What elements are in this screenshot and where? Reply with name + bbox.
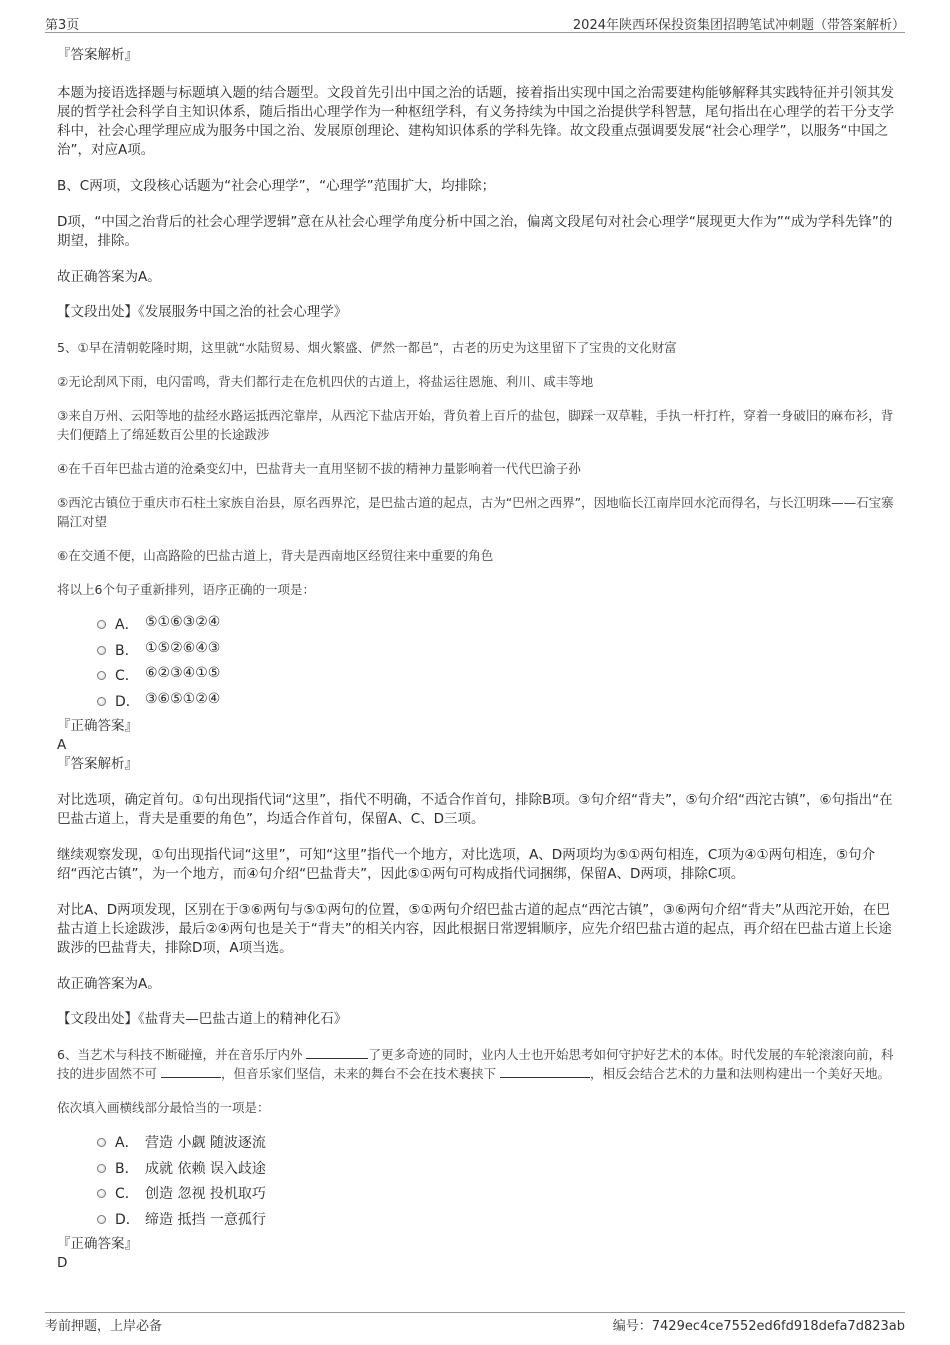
option-label: B．	[115, 642, 139, 659]
q5-conclusion: 故正确答案为A。	[57, 976, 161, 992]
q5-sentence-1: 5、①早在清朝乾隆时期，这里就“水陆贸易、烟火繁盛、俨然一都邑”，古老的历史为这里留下了宝贵的文化财富	[57, 340, 677, 355]
option-text: 成就 依赖 误入歧途	[145, 1160, 266, 1177]
q6-answer-label: 『正确答案』	[57, 1236, 138, 1252]
q5-option-b[interactable]	[57, 640, 897, 666]
q6-stem-part-1: 6、当艺术与科技不断碰撞，并在音乐厅内外	[57, 1047, 307, 1062]
q4-analysis-p3: D项，“中国之治背后的社会心理学逻辑”意在从社会心理学角度分析中国之治，偏离文段尾句对社会心理学“展现更大作为”“成为学科先锋”的期望，排除。	[57, 214, 893, 249]
q5-sentence-2: ②无论刮风下雨，电闪雷鸣，背夫们都行走在危机四伏的古道上，将盐运往恩施、利川、咸丰等地	[57, 374, 594, 389]
q5-analysis-p3: 对比A、D两项发现，区别在于③⑥两句与⑤①两句的位置，⑤①两句介绍巴盐古道的起点“西沱古镇”，③⑥两句介绍“背夫”从西沱开始，在巴盐古道上长途跋涉，最后②④两句也是关于“背夫”的相关内容，因此根据日常逻辑顺序，应先介绍巴盐古道的起点，再介绍在巴盐古道上长途跋涉的巴盐背夫，排除D项，A项当选。	[57, 902, 892, 956]
q5-option-a[interactable]	[57, 614, 897, 640]
radio-icon[interactable]	[97, 1164, 106, 1173]
q5-answer-label: 『正确答案』	[57, 718, 138, 734]
option-label: A．	[115, 1135, 139, 1151]
q5-source: 【文段出处】《盐背夫—巴盐古道上的精神化石》	[57, 1011, 348, 1027]
q5-analysis-label: 『答案解析』	[57, 756, 138, 772]
option-text: ①⑤②⑥④③	[145, 639, 221, 656]
radio-icon[interactable]	[97, 697, 106, 706]
q5-options	[57, 614, 897, 716]
q6-option-d[interactable]	[57, 1209, 897, 1235]
page-header	[45, 14, 905, 33]
radio-icon[interactable]	[97, 671, 106, 680]
page-number: 第3页	[45, 18, 80, 33]
radio-icon[interactable]	[97, 1215, 106, 1224]
answer-blank-2	[161, 1064, 221, 1078]
option-label: D．	[115, 693, 140, 710]
q6-option-b[interactable]	[57, 1158, 897, 1184]
q5-sentence-5: ⑤西沱古镇位于重庆市石柱土家族自治县，原名西界沱，是巴盐古道的起点，古为“巴州之西界”，因地临长江南岸回水沱而得名，与长江明珠——石宝寨隔江对望	[57, 495, 894, 529]
document-title: 2024年陕西环保投资集团招聘笔试冲刺题（带答案解析）	[572, 18, 905, 33]
option-text: ⑤①⑥③②④	[145, 614, 221, 630]
q6-prompt: 依次填入画横线部分最恰当的一项是：	[57, 1100, 270, 1115]
document-body	[57, 42, 897, 1273]
q4-analysis-label: 『答案解析』	[57, 47, 138, 63]
option-text: ③⑥⑤①②④	[145, 690, 221, 707]
radio-icon[interactable]	[97, 1138, 106, 1147]
answer-blank-1	[306, 1045, 368, 1059]
footer-slogan: 考前押题，上岸必备	[45, 1319, 163, 1334]
q5-option-c[interactable]	[57, 665, 897, 691]
option-label: A．	[115, 617, 139, 633]
q4-conclusion: 故正确答案为A。	[57, 269, 161, 285]
q4-analysis-p1: 本题为接语选择题与标题填入题的结合题型。文段首先引出中国之治的话题，接着指出实现中国之治需要建构能够解释其实践特征并引领其发展的哲学社会科学自主知识体系，随后指出心理学作为一种枢纽学科，有义务持续为中国之治提供学科智慧，尾句指出在心理学的若干分支学科中，社会心理学理应成为服务中国之治、发展原创理论、建构知识体系的学科先锋。故文段重点强调要发展“社会心理学”，以服务“中国之治”，对应A项。	[57, 85, 894, 158]
q4-analysis-p2: B、C两项，文段核心话题为“社会心理学”，“心理学”范围扩大，均排除；	[57, 178, 496, 194]
q5-option-d[interactable]	[57, 691, 897, 717]
q5-sentence-3: ③来自万州、云阳等地的盐经水路运抵西沱靠岸，从西沱下盐店开始，背负着上百斤的盐包，脚踩一双草鞋，手执一杆打杵，穿着一身破旧的麻布衫，背夫们便踏上了绵延数百公里的长途跋涉	[57, 408, 894, 442]
option-text: 营造 小觑 随波逐流	[145, 1135, 266, 1151]
q5-analysis-p1: 对比选项，确定首句。①句出现指代词“这里”，指代不明确，不适合作首句，排除B项。③句介绍“背夫”，⑤句介绍“西沱古镇”，⑥句指出“在巴盐古道上，背夫是重要的角色”，均适合作首句，保留A、C、D三项。	[57, 792, 893, 827]
q6-stem	[57, 1045, 897, 1083]
page-footer	[45, 1312, 905, 1335]
q5-sentence-6: ⑥在交通不便，山高路险的巴盐古道上，背夫是西南地区经贸往来中重要的角色	[57, 548, 494, 563]
q6-option-a[interactable]	[57, 1132, 897, 1158]
option-text: 缔造 抵挡 一意孤行	[145, 1211, 266, 1228]
q6-stem-part-2: 了更多奇迹的同时，业内人士也开始思考如何守护好艺术的本体。时代发展的车轮滚滚向前，科技的进步固然不可	[57, 1047, 894, 1081]
q6-option-c[interactable]	[57, 1183, 897, 1209]
option-text: 创造 忽视 投机取巧	[145, 1186, 266, 1202]
q4-source: 【文段出处】《发展服务中国之治的社会心理学》	[57, 304, 348, 320]
footer-serial: 编号：7429ec4ce7552ed6fd918defa7d823ab	[612, 1319, 905, 1334]
radio-icon[interactable]	[97, 1189, 106, 1198]
q6-options	[57, 1132, 897, 1234]
option-label: C．	[115, 668, 139, 684]
q5-sentence-4: ④在千百年巴盐古道的沧桑变幻中，巴盐背夫一直用坚韧不拔的精神力量影响着一代代巴渝子孙	[57, 461, 581, 476]
option-label: C．	[115, 1186, 139, 1202]
q5-prompt: 将以上6个句子重新排列，语序正确的一项是：	[57, 582, 315, 597]
q5-analysis-p2: 继续观察发现，①句出现指代词“这里”，可知“这里”指代一个地方，对比选项，A、D两项均为⑤①两句相连，C项为④①两句相连，⑤句介绍“西沱古镇”，为一个地方，而④句介绍“巴盐背夫”，因此⑤①两句可构成指代词捆绑，保留A、D两项，排除C项。	[57, 847, 876, 882]
radio-icon[interactable]	[97, 646, 106, 655]
q5-answer: A	[57, 737, 67, 753]
option-text: ⑥②③④①⑤	[145, 665, 221, 681]
answer-blank-3	[500, 1064, 590, 1078]
q6-stem-part-4: ，相反会结合艺术的力量和法则构建出一个美好天地。	[589, 1066, 890, 1081]
q6-answer: D	[57, 1255, 68, 1271]
radio-icon[interactable]	[97, 620, 106, 629]
option-label: B．	[115, 1160, 139, 1177]
q6-stem-part-3: ，但音乐家们坚信，未来的舞台不会在技术裹挟下	[220, 1066, 500, 1081]
option-label: D．	[115, 1211, 140, 1228]
